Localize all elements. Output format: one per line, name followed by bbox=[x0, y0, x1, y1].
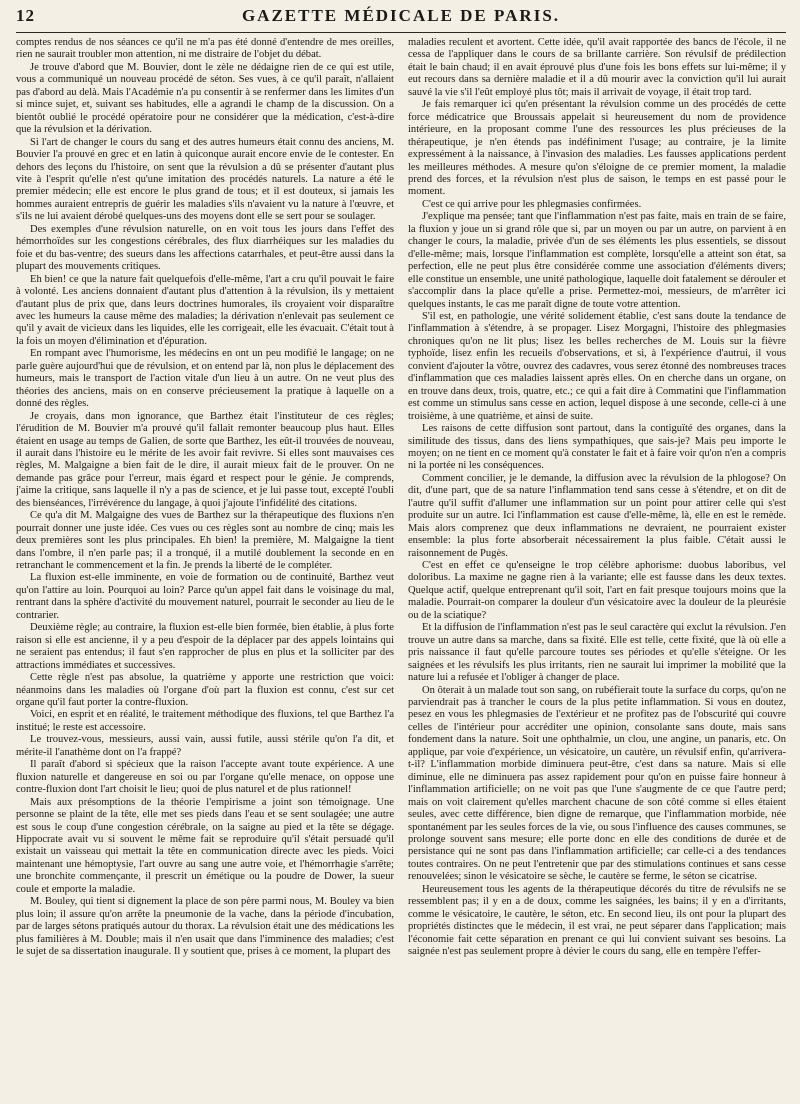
paragraph: Cette règle n'est pas absolue, la quatrième y apporte une restriction que voici: néanmoins dans les maladies où l'organe d'où part la fluxion est connu, c'est sur cet organe qu'il faut porter la contre-fluxion. bbox=[16, 672, 394, 709]
paragraph: Heureusement tous les agents de la thérapeutique décorés du titre de révulsifs ne se ressemblent pas; il y en a de doux, comme les saignées, les bains; il y en a d'irritants, comme le vésicatoire, le cautère, le séton, etc. En second lieu, ils ont pour la plupart des propriétés distinctes que le médecin, il est vrai, ne peut séparer dans l'application; mais l'économie fait cette séparation en prenant ce qui lui convient suivant ses besoins. La saignée n'est pas seulement propre à dévier le cours du sang, elle en tempère l'effer- bbox=[408, 883, 786, 958]
paragraph: Je trouve d'abord que M. Bouvier, dont le zèle ne dédaigne rien de ce qui est utile, vous a communiqué un nouveau procédé de séton. Ses vues, à ce qu'il paraît, n'allaient pas d'abord au delà. Mais l'Académie n'a pu consentir à se renfermer dans les limites d'un si mince sujet, et, suivant ses habitudes, elle a agrandi le champ de la discussion. On a bientôt oublié le procédé opératoire pour ne considérer que la médication, c'est-à-dire que la révulsion et la dérivation. bbox=[16, 61, 394, 136]
paragraph: Eh bien! ce que la nature fait quelquefois d'elle-même, l'art a cru qu'il pouvait le faire à volonté. Les anciens donnaient d'autant plus d'attention à la révulsion, ils y mettaient d'autant plus de prix que, dans leurs doctrines humorales, ils croyaient voir disparaître avec les humeurs la cause même des maladies; la dérivation n'enlevait pas seulement ce qu'il y avait de vicieux dans les liquides, elle les corrigeait, elle les évacuait. C'était tout à la fois un moyen d'élimination et d'épuration. bbox=[16, 273, 394, 347]
paragraph: S'il est, en pathologie, une vérité solidement établie, c'est sans doute la tendance de l'inflammation à s'étendre, à se propager. Lisez Morgagni, l'histoire des phlegmasies chroniques qu'on ne lit plus; lisez les belles recherches de M. Louis sur la fièvre typhoïde, lisez enfin les recueils d'observations, et si, à l'expérience d'autrui, il vous convient d'ajouter la vôtre, ouvrez des cadavres, vous serez étonné des nombreuses traces d'inflammation que ces maladies laissent après elles. On en cherche dans un organe, on en trouve dans deux, trois, quatre, etc.; ce qui a fait dire à Commatini que l'inflammation est comme un stimulus sans cesse en action, lequel dispose à une seconde, celle-ci à une troisième, à une quatrième, et ainsi de suite. bbox=[408, 310, 786, 422]
page-number: 12 bbox=[16, 6, 35, 25]
paragraph: Deuxième règle; au contraire, la fluxion est-elle bien formée, bien établie, à plus forte raison si elle est ancienne, il y a peu d'espoir de la déplacer par des appels lointains qui ne seraient pas entendus; il faut s'en rapprocher de plus en plus et la solliciter par des attractions immédiates et successives. bbox=[16, 622, 394, 671]
text-columns bbox=[16, 37, 786, 1101]
page-header bbox=[16, 6, 786, 33]
paragraph: Et la diffusion de l'inflammation n'est pas le seul caractère qui exclut la révulsion. J'en trouve un autre dans sa marche, dans sa fixité. Elle est telle, cette fixité, que là où elle a pris naissance il faut qu'elle parcoure toutes ses périodes et qu'elle s'éteigne. Or les saignées et les révulsifs les plus irritants, rien ne saurait lui imprimer la mobilité que la nature lui a refusée et l'obliger à changer de place. bbox=[408, 622, 786, 684]
paragraph: maladies reculent et avortent. Cette idée, qu'il avait rapportée des bancs de l'école, il ne cessa de l'appliquer dans le cours de sa brillante carrière. Son révulsif de prédilection était le bain chaud; il en avait éprouvé plus d'une fois les bons effets sur lui-même; il y eut recours dans sa dernière maladie et il a dû mourir avec la conviction qu'il lui aurait sauvé la vie s'il l'eût employé plus tôt; mais il arrivait de voyage, il était trop tard. bbox=[408, 37, 786, 98]
paragraph: Ce qu'a dit M. Malgaigne des vues de Barthez sur la thérapeutique des fluxions n'en pourrait donner une juste idée. Ces vues ou ces règles sont au nombre de cinq; mais les deux premières sont les plus principales. Eh bien! la première, M. Malgaigne la tient dans l'ombre, il n'en parle pas; il a tronqué, il a mutilé doublement la seconde en en retranchant le commencement et la fin. Je prends la liberté de le compléter. bbox=[16, 510, 394, 572]
paragraph: comptes rendus de nos séances ce qu'il ne m'a pas été donné d'entendre de mes oreilles, rien ne saurait troubler mon attention, ni me distraire de l'objet du débat. bbox=[16, 37, 394, 61]
paragraph: Le trouvez-vous, messieurs, aussi vain, aussi futile, aussi stérile qu'on l'a dit, et mérite-il l'anathème dont on l'a frappé? bbox=[16, 734, 394, 758]
paragraph: J'explique ma pensée; tant que l'inflammation n'est pas faite, mais en train de se faire, la fluxion y joue un si grand rôle que si, par un moyen ou par un autre, on parvient à en changer le cours, la maladie, privée d'un de ses éléments les plus essentiels, se dissout d'elle-même; mais, lorsque l'inflammation est complète, lorsqu'elle a atteint son état, sa perfection, elle ne peut plus être considérée comme une association d'éléments divers; elle constitue un ensemble, une unité pathologique, laquelle doit fatalement se dérouler et s'accomplir dans la place qu'elle a prise. Permettez-moi, messieurs, de m'arrêter ici quelques instants, le cas me paraît digne de toute votre attention. bbox=[408, 211, 786, 310]
paragraph: Les raisons de cette diffusion sont partout, dans la contiguïté des organes, dans la similitude des tissus, dans des liens sympathiques, que sais-je? Mais peu importe le moyen; on ne tient en ce moment qu'à constater le fait et à faire voir qu'on n'en a compris ni la portée ni les conséquences. bbox=[408, 423, 786, 472]
paragraph: Je croyais, dans mon ignorance, que Barthez était l'instituteur de ces règles; l'érudition de M. Bouvier m'a prouvé qu'il fallait remonter beaucoup plus haut. Elles étaient en usage au temps de Galien, de sorte que Barthez, les eût-il trouvées de nouveau, il aurait dans l'histoire eu le mérite de les avoir fait revivre. Si elles sont mauvaises ces règles, M. Malgaigne a bien fait de le dire, il aurait mieux fait de le prouver. On ne demande pas grâce pour l'erreur, mais égard et respect pour le génie. Je comprends, j'aime la critique, sans laquelle il n'y a pas de science, et je lui passe tout, excepté l'oubli des bienséances, l'irrévérence du langage, à quoi j'ajoute l'infidélité des citations. bbox=[16, 410, 394, 509]
paragraph: Je fais remarquer ici qu'en présentant la révulsion comme un des procédés de cette force médicatrice que Broussais appelait si heureusement du nom de providence intérieure, en la proposant comme l'une des ressources les plus précieuses de la thérapeutique, je n'en étends pas indéfiniment l'usage; au contraire, je la limite expressément à la naissance, à l'invasion des maladies. Les fausses applications perdent les meilleures méthodes. A mesure qu'on s'éloigne de ce premier moment, la maladie prend des forces, et la révulsion n'est plus de saison, le temps en est passé pour le moment. bbox=[408, 99, 786, 198]
paragraph: C'est en effet ce qu'enseigne le trop célèbre aphorisme: duobus laboribus, vel doloribus. La maxime ne gagne rien à la variante; elle est fausse dans les deux textes. Quelque actif, quelque entreprenant qu'il soit, l'art en fait presque toujours moins que la maladie. Pourrait-on comparer la douleur d'un vésicatoire avec la douleur de la pleurésie ou de la sciatique? bbox=[408, 560, 786, 621]
paragraph: C'est ce qui arrive pour les phlegmasies confirmées. bbox=[422, 198, 642, 210]
journal-title: GAZETTE MÉDICALE DE PARIS. bbox=[241, 6, 561, 25]
paragraph: Voici, en esprit et en réalité, le traitement méthodique des fluxions, tel que Barthez l'a institué; le reste est accessoire. bbox=[16, 709, 394, 733]
paragraph: On ôterait à un malade tout son sang, on rubéfierait toute la surface du corps, qu'on ne parviendrait pas à trancher le cours de la plus petite inflammation. Si vous en doutez, pesez en vous les phlegmasies de l'extérieur et ne profitez pas de l'obscurité qui couvre celles de l'intérieur pour accréditer une opinion, consolante sans doute, mais sans fondement dans la nature. Soit une ophthalmie, un clou, une angine, un panaris, etc. On applique, par voie d'expérience, un vésicatoire, un cautère, un révulsif enfin, qu'arrivera-t-il? L'inflammation morbide diminuera peut-être, c'est dans sa nature. Mais si elle diminue, elle ne diminuera pas assez rapidement pour qu'on en puisse faire honneur à l'inflammation artificielle; on ne voit pas que l'une s'augmente de ce que l'autre perd; mais on voit clairement qu'elles marchent chacune de son côté comme si elles étaient seules, avec cette différence, bien digne de remarque, que l'inflammation morbide, née spontanément par les seules forces de la vie, ou sous l'influence des causes communes, se prolonge souvent sans mesure; elle porte donc en elle des conditions de durée et de persistance qui ne sont pas dans l'inflammation artificielle; car celle-ci a des tendances toutes contraires. On ne peut l'entretenir que par des stimulations continues et sans cesse renouvelées; sinon le vésicatoire se sèche, le cautère se ferme, le séton se cicatrise. bbox=[408, 684, 786, 883]
paragraph: Des exemples d'une révulsion naturelle, on en voit tous les jours dans l'effet des hémorrhoïdes sur les congestions cérébrales, des flux diarrhéiques sur les maladies du foie et du bas-ventre; des sueurs dans les affections catarrhales, et peut-être aussi dans la plupart des mouvements critiques. bbox=[16, 223, 394, 273]
paragraph: Mais aux présomptions de la théorie l'empirisme a joint son témoignage. Une personne se plaint de la tête, elle met ses pieds dans l'eau et se sent soulagée; une autre est sous le coup d'une congestion cérébrale, on la saigne au pied et la tête se dégage. Hippocrate avait vu si souvent le même fait se reproduire qu'il s'était persuadé qu'il existait un vaisseau qui mettait la tête en communication directe avec les pieds. Voici maintenant une hémoptysie, l'art ouvre au sang une autre voie, et l'hémorrhagie s'arrête; une bronchite commençante, il prescrit un émétique ou la poudre de Dower, la sueur coule et emporte la maladie. bbox=[16, 796, 394, 895]
paragraph: Comment concilier, je le demande, la diffusion avec la révulsion de la phlogose? On dit, d'une part, que de sa nature l'inflammation tend sans cesse à s'étendre, et on dit de l'autre qu'il suffit d'allumer une inflammation sur un point pour attirer celle qui s'est produite sur un autre. Ici l'inflammation est cause d'elle-même, là, elle en est le remède. Mais alors comprenez que deux inflammations ne devraient, ne pourraient exister ensemble: la plus forte absorberait nécessairement la plus faible. C'était aussi le raisonnement de Pugès. bbox=[408, 472, 786, 559]
paragraph: Si l'art de changer le cours du sang et des autres humeurs était connu des anciens, M. Bouvier l'a prouvé en grec et en latin à quiconque aurait encore envie de le contester. En dehors des leçons du l'histoire, on sent que la révulsion a dû se présenter d'autant plus vite à l'esprit qu'elle n'est qu'une imitation des procédés naturels. La nature a été le premier médecin; elle est encore le plus grand de tous; et il est douteux, si jamais les hommes auraient entrepris de guérir les maladies s'ils n'avaient vu la nature à l'œuvre, et s'ils ne lui avaient dérobé quelques-uns des moyens dont elle se sert pour se soulager. bbox=[16, 136, 394, 223]
right-column bbox=[408, 37, 786, 1101]
left-column bbox=[16, 37, 394, 1101]
paragraph: La fluxion est-elle imminente, en voie de formation ou de continuité, Barthez veut qu'on l'attire au loin. Pourquoi au loin? Parce qu'un appel fait dans le voisinage du mal, rentrant dans la sphère d'activité du mouvement naturel, pourrait le seconder au lieu de le contrarier. bbox=[16, 572, 394, 621]
paragraph: M. Bouley, qui tient si dignement la place de son père parmi nous, M. Bouley va bien plus loin; il assure qu'on arrête la pneumonie de la vache, dans la période d'incubation, par de larges sétons pratiqués autour du thorax. La révulsion était une des médications les plus familières à M. Double; mais il n'en usait que dans l'imminence des maladies; c'est le sujet de sa dissertation inaugurale. Il y soutient que, prises à ce moment, la plupart des bbox=[16, 896, 394, 958]
paragraph: En rompant avec l'humorisme, les médecins en ont un peu modifié le langage; on ne parle guère aujourd'hui que de révulsion, et on entend par là, non plus le déplacement des humeurs, mais le transport de l'action vitale d'un lieu à un autre. On ne veut plus des théories des anciens, mais on en conserve précieusement la pratique à laquelle on a donné des règles. bbox=[16, 348, 394, 410]
paragraph: Il paraît d'abord si spécieux que la raison l'accepte avant toute expérience. A une fluxion naturelle et dangereuse en soi ou par l'organe qu'elle menace, on oppose une contre-fluxion dont l'art choisit le lieu; quoi de plus naturel et de plus rationnel! bbox=[16, 759, 394, 796]
